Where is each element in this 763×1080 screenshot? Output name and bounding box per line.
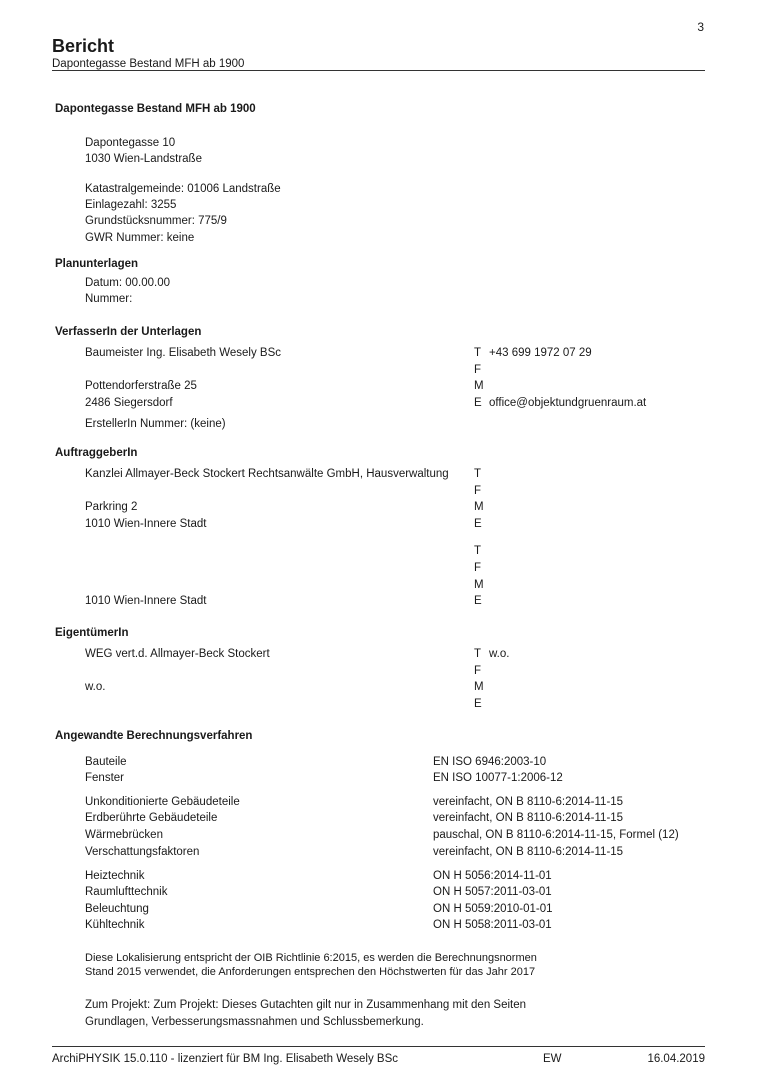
verfahren-value: vereinfacht, ON B 8110-6:2014-11-15: [433, 812, 624, 824]
page-number: 3: [697, 20, 704, 34]
project-heading: Dapontegasse Bestand MFH ab 1900: [55, 103, 256, 115]
project-grundstueck: Grundstücksnummer: 775/9: [85, 215, 227, 227]
project-street: Dapontegasse 10: [85, 137, 176, 149]
eigentuemer-phone: w.o.: [489, 648, 510, 660]
verfahren-label: Fenster: [85, 772, 124, 784]
auftraggeber-street: Parkring 2: [85, 501, 138, 513]
verfahren-label: Kühltechnik: [85, 919, 145, 931]
verfasser-contact-label: E: [474, 397, 482, 409]
auftraggeber-name: Kanzlei Allmayer-Beck Stockert Rechtsanwälte GmbH, Hausverwaltung: [85, 468, 449, 480]
auftraggeber-contact2-label: M: [474, 579, 484, 591]
page-subtitle: Dapontegasse Bestand MFH ab 1900: [52, 58, 245, 70]
verfahren-label: Beleuchtung: [85, 903, 149, 915]
project-katastral: Katastralgemeinde: 01006 Landstraße: [85, 183, 281, 195]
project-city: 1030 Wien-Landstraße: [85, 153, 202, 165]
verfasser-contact-label: T: [474, 347, 482, 359]
footer-date: 16.04.2019: [647, 1053, 705, 1065]
auftraggeber-contact-label: M: [474, 501, 484, 513]
verfahren-label: Wärmebrücken: [85, 829, 163, 841]
verfasser-heading: VerfasserIn der Unterlagen: [55, 326, 202, 338]
footer-initials: EW: [543, 1053, 562, 1065]
project-note-line-1: Zum Projekt: Zum Projekt: Dieses Gutachten gilt nur in Zusammenhang mit den Seiten: [85, 999, 527, 1011]
verfahren-value: ON H 5059:2010-01-01: [433, 903, 553, 915]
header-divider: [52, 70, 705, 71]
verfasser-ersteller: ErstellerIn Nummer: (keine): [85, 418, 226, 430]
oib-note-line-2: Stand 2015 verwendet, die Anforderungen entsprechen den Höchstwerten für das Jahr 2017: [85, 966, 536, 978]
verfahren-value: vereinfacht, ON B 8110-6:2014-11-15: [433, 796, 624, 808]
verfahren-label: Raumlufttechnik: [85, 886, 168, 898]
auftraggeber-contact2-label: E: [474, 595, 482, 607]
verfahren-value: vereinfacht, ON B 8110-6:2014-11-15: [433, 846, 624, 858]
project-note-line-2: Grundlagen, Verbesserungsmassnahmen und Schlussbemerkung.: [85, 1016, 424, 1028]
eigentuemer-heading: EigentümerIn: [55, 627, 129, 639]
eigentuemer-contact-label: E: [474, 698, 482, 710]
verfahren-label: Verschattungsfaktoren: [85, 846, 200, 858]
oib-note-line-1: Diese Lokalisierung entspricht der OIB Richtlinie 6:2015, es werden die Berechnungsnormen: [85, 952, 537, 964]
eigentuemer-contact-label: M: [474, 681, 484, 693]
verfahren-value: ON H 5056:2014-11-01: [433, 870, 552, 882]
project-gwr: GWR Nummer: keine: [85, 232, 195, 244]
auftraggeber-contact-label: E: [474, 518, 482, 530]
auftraggeber-city-2: 1010 Wien-Innere Stadt: [85, 595, 207, 607]
verfahren-value: pauschal, ON B 8110-6:2014-11-15, Formel (12): [433, 829, 679, 841]
verfahren-label: Bauteile: [85, 756, 127, 768]
eigentuemer-contact-label: F: [474, 665, 482, 677]
auftraggeber-contact2-label: F: [474, 562, 482, 574]
verfahren-value: ON H 5058:2011-03-01: [433, 919, 552, 931]
verfahren-value: ON H 5057:2011-03-01: [433, 886, 552, 898]
planunterlagen-datum: Datum: 00.00.00: [85, 277, 171, 289]
eigentuemer-contact-label: T: [474, 648, 482, 660]
planunterlagen-nummer: Nummer:: [85, 293, 133, 305]
verfasser-contact-label: F: [474, 364, 482, 376]
eigentuemer-address: w.o.: [85, 681, 106, 693]
verfasser-city: 2486 Siegersdorf: [85, 397, 173, 409]
auftraggeber-heading: AuftraggeberIn: [55, 447, 138, 459]
verfahren-label: Erdberührte Gebäudeteile: [85, 812, 218, 824]
auftraggeber-city: 1010 Wien-Innere Stadt: [85, 518, 207, 530]
auftraggeber-contact-label: F: [474, 485, 482, 497]
planunterlagen-heading: Planunterlagen: [55, 258, 139, 270]
verfasser-email: office@objektundgruenraum.at: [489, 397, 647, 409]
footer-software: ArchiPHYSIK 15.0.110 - lizenziert für BM Ing. Elisabeth Wesely BSc: [52, 1053, 398, 1065]
verfahren-heading: Angewandte Berechnungsverfahren: [55, 730, 253, 742]
verfasser-contact-label: M: [474, 380, 484, 392]
verfahren-label: Unkonditionierte Gebäudeteile: [85, 796, 240, 808]
verfahren-label: Heiztechnik: [85, 870, 145, 882]
verfasser-name: Baumeister Ing. Elisabeth Wesely BSc: [85, 347, 282, 359]
auftraggeber-contact-label: T: [474, 468, 482, 480]
eigentuemer-name: WEG vert.d. Allmayer-Beck Stockert: [85, 648, 270, 660]
verfasser-phone: +43 699 1972 07 29: [489, 347, 592, 359]
verfahren-value: EN ISO 10077-1:2006-12: [433, 772, 563, 784]
project-einlagezahl: Einlagezahl: 3255: [85, 199, 177, 211]
verfahren-value: EN ISO 6946:2003-10: [433, 756, 547, 768]
auftraggeber-contact2-label: T: [474, 545, 482, 557]
verfasser-street: Pottendorferstraße 25: [85, 380, 197, 392]
page-title: Bericht: [52, 36, 115, 56]
footer-divider: [52, 1046, 705, 1047]
